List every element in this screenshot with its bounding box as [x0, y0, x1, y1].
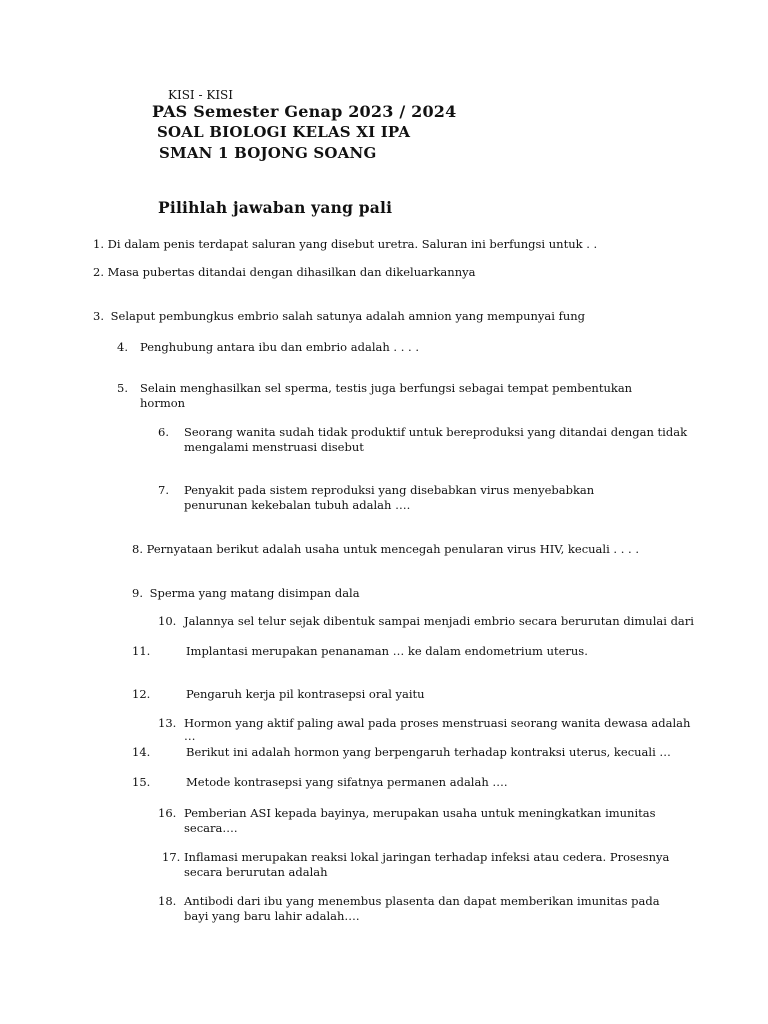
- question-8: [132, 542, 639, 557]
- question-11-number: 11.: [132, 644, 151, 658]
- exam-title: PAS Semester Genap 2023 / 2024: [152, 102, 457, 121]
- question-text: Selaput pembungkus embrio salah satunya adalah amnion yang mempunyai fung: [110, 309, 586, 323]
- question-18-text-cont: bayi yang baru lahir adalah….: [184, 909, 360, 923]
- question-5-text-cont: hormon: [140, 396, 186, 410]
- question-number: 1.: [93, 237, 104, 251]
- question-7-text-cont: penurunan kekebalan tubuh adalah ….: [184, 498, 411, 512]
- question-text: Sperma yang matang disimpan dala: [149, 586, 360, 600]
- question-number: 8.: [132, 542, 143, 556]
- question-4-text: Penghubung antara ibu dan embrio adalah . . . .: [140, 340, 420, 354]
- question-11-text: Implantasi merupakan penanaman … ke dalam endometrium uterus.: [186, 644, 588, 658]
- question-18-number: 18.: [158, 894, 177, 908]
- school-name: SMAN 1 BOJONG SOANG: [159, 144, 377, 162]
- question-14-number: 14.: [132, 745, 151, 759]
- question-15-text: Metode kontrasepsi yang sifatnya permanen adalah ….: [186, 775, 508, 789]
- question-6-text-cont: mengalami menstruasi disebut: [184, 440, 364, 454]
- question-12-text: Pengaruh kerja pil kontrasepsi oral yaitu: [186, 687, 425, 701]
- question-text: Masa pubertas ditandai dengan dihasilkan dan dikeluarkannya: [107, 265, 476, 279]
- question-17-text-cont: secara berurutan adalah: [184, 865, 328, 879]
- question-text: Pernyataan berikut adalah usaha untuk mencegah penularan virus HIV, kecuali . . . .: [146, 542, 639, 556]
- question-9: [132, 586, 360, 601]
- question-number: 2.: [93, 265, 104, 279]
- exam-subject: SOAL BIOLOGI KELAS XI IPA: [157, 123, 411, 141]
- question-14-text: Berikut ini adalah hormon yang berpengaruh terhadap kontraksi uterus, kecuali …: [186, 745, 671, 759]
- question-number: 3.: [93, 309, 104, 323]
- question-5-text: Selain menghasilkan sel sperma, testis juga berfungsi sebagai tempat pembentukan: [140, 381, 633, 395]
- question-18-text: Antibodi dari ibu yang menembus plasenta dan dapat memberikan imunitas pada: [184, 894, 660, 908]
- question-16-number: 16.: [158, 806, 177, 820]
- question-number: 9.: [132, 586, 143, 600]
- question-1: [93, 237, 597, 252]
- question-5-number: 5.: [117, 381, 128, 395]
- question-10-text: Jalannya sel telur sejak dibentuk sampai menjadi embrio secara berurutan dimulai dari: [184, 614, 694, 628]
- question-16-text: Pemberian ASI kepada bayinya, merupakan usaha untuk meningkatkan imunitas: [184, 806, 656, 820]
- kisi-label: KISI - KISI: [168, 88, 234, 102]
- question-2: [93, 265, 475, 280]
- question-17-number: 17.: [162, 850, 181, 864]
- question-6-text: Seorang wanita sudah tidak produktif untuk bereproduksi yang ditandai dengan tidak: [184, 425, 688, 439]
- question-15-number: 15.: [132, 775, 151, 789]
- question-12-number: 12.: [132, 687, 151, 701]
- question-4-number: 4.: [117, 340, 128, 354]
- question-text: Di dalam penis terdapat saluran yang disebut uretra. Saluran ini berfungsi untuk . .: [107, 237, 598, 251]
- question-7-number: 7.: [158, 483, 169, 497]
- question-13-text: Hormon yang aktif paling awal pada proses menstruasi seorang wanita dewasa adalah: [184, 716, 691, 730]
- question-10-number: 10.: [158, 614, 177, 628]
- question-6-number: 6.: [158, 425, 169, 439]
- instruction-heading: Pilihlah jawaban yang pali: [158, 198, 393, 217]
- question-3: [93, 309, 585, 324]
- question-13-number: 13.: [158, 716, 177, 730]
- question-7-text: Penyakit pada sistem reproduksi yang disebabkan virus menyebabkan: [184, 483, 595, 497]
- question-16-text-cont: secara….: [184, 821, 238, 835]
- question-13-text-cont: …: [184, 729, 196, 743]
- question-17-text: Inflamasi merupakan reaksi lokal jaringan terhadap infeksi atau cedera. Prosesnya: [184, 850, 670, 864]
